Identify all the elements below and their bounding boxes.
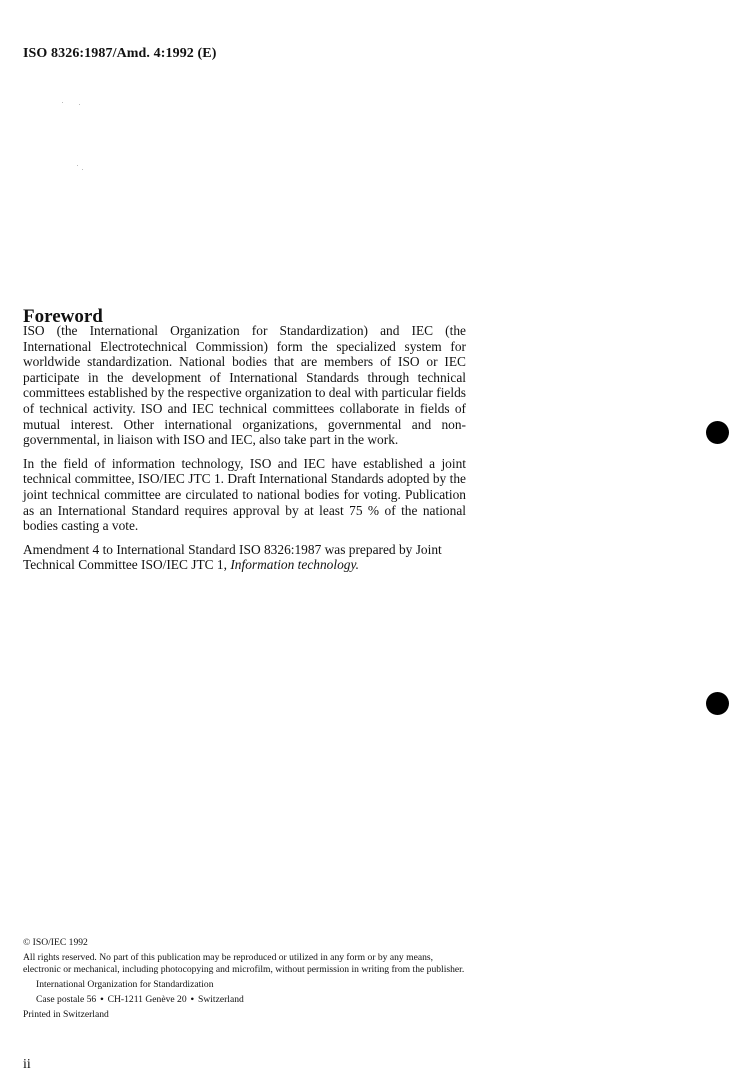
foreword-body: [23, 323, 466, 581]
address-po-box: Case postale 56: [36, 994, 97, 1005]
rights-statement: All rights reserved. No part of this publication may be reproduced or utilized in any form or by any means, electronic or mechanical, including photocopying and microfilm, without permission in writing from the publisher.: [23, 952, 465, 975]
copyright-block: [23, 937, 473, 1021]
paragraph-joint-committee: In the field of information technology, ISO and IEC have established a joint technical committee, ISO/IEC JTC 1. Draft International Standards adopted by the joint technical committee are circulated to national bodies for voting. Publication as an International Standard requires approval by at least 75 % of the national bodies casting a vote.: [23, 455, 466, 534]
committee-title: Information technology.: [230, 557, 360, 573]
organization-name: International Organization for Standardization: [36, 979, 214, 990]
page-number: ii: [23, 1057, 31, 1072]
copyright-notice: © ISO/IEC 1992: [23, 937, 88, 948]
organization-address: [23, 994, 473, 1006]
paragraph-amendment: [23, 542, 466, 573]
printed-in: Printed in Switzerland: [23, 1009, 109, 1020]
scan-speck: [62, 102, 63, 103]
scan-speck: [77, 165, 78, 166]
punch-hole-top: [706, 421, 729, 444]
amendment-text: Amendment 4 to International Standard ISO 8326:1987 was prepared by Joint Technical Committee ISO/IEC JTC 1,: [23, 541, 442, 573]
scan-speck: [82, 169, 83, 170]
paragraph-organizations: ISO (the International Organization for Standardization) and IEC (the International Electrotechnical Commission) form the specialized system for worldwide standardization. National bodies that are members of ISO or IEC participate in the development of International Standards through technical committees established by the respective organization to deal with particular fields of technical activity. ISO and IEC technical committees collaborate in fields of mutual interest. Other international organizations, governmental and non-governmental, in liaison with ISO and IEC, also take part in the work.: [23, 323, 466, 448]
page-title: Foreword: [23, 305, 103, 327]
address-city: CH-1211 Genève 20: [107, 994, 187, 1005]
document-identifier: ISO 8326:1987/Amd. 4:1992 (E): [23, 46, 217, 61]
punch-hole-bottom: [706, 692, 729, 715]
bullet-separator: •: [100, 994, 104, 1005]
address-country: Switzerland: [197, 994, 244, 1005]
bullet-separator: •: [190, 994, 194, 1005]
scan-speck: [79, 104, 80, 105]
